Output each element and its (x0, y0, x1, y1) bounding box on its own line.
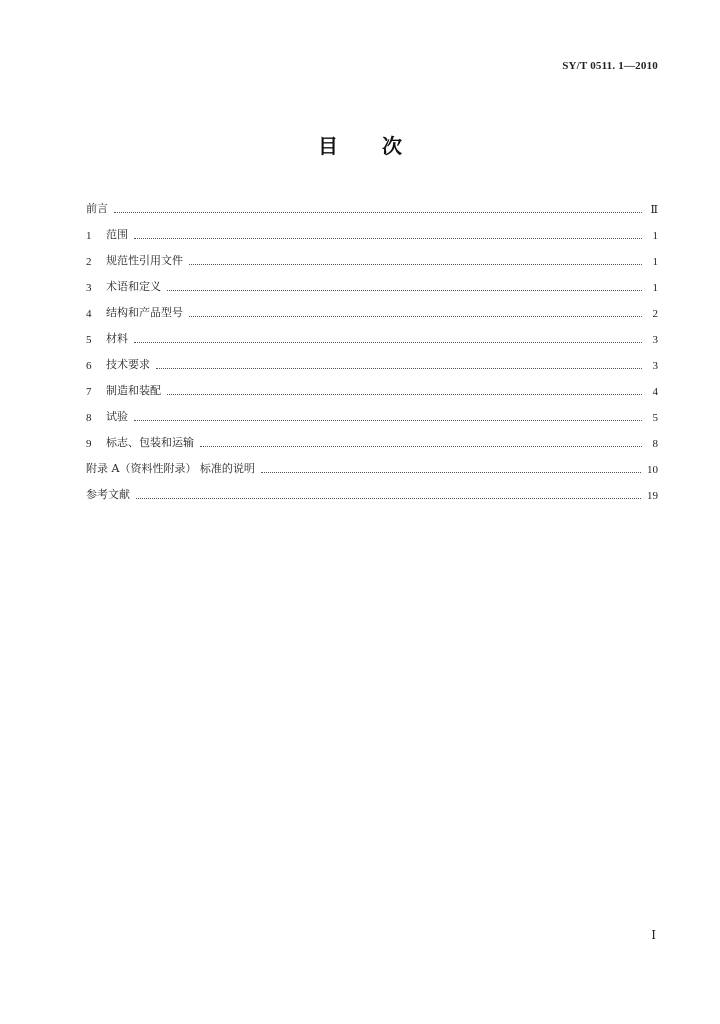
toc-section-number: 7 (86, 386, 92, 398)
title-char-1: 目 (318, 134, 338, 158)
toc-entry-materials[interactable] (86, 320, 658, 346)
toc-label: 范围 (106, 228, 128, 241)
toc-label: 规范性引用文件 (106, 254, 183, 267)
dot-leader (134, 238, 642, 239)
toc-entry-terms-definitions[interactable] (86, 268, 658, 294)
toc-section-number: 3 (86, 282, 92, 294)
toc-section-number: 5 (86, 334, 92, 346)
toc-entry-manufacture-assembly[interactable] (86, 372, 658, 398)
toc-page-number: 1 (652, 256, 658, 268)
page-folio: Ⅰ (651, 928, 656, 942)
page-title (0, 130, 720, 159)
toc-label: 附录 A（资料性附录） 标准的说明 (86, 462, 255, 475)
toc-label: 结构和产品型号 (106, 306, 183, 319)
toc-entry-normative-references[interactable] (86, 242, 658, 268)
toc-page-number: Ⅱ (650, 204, 658, 216)
toc-label: 前言 (86, 202, 108, 215)
toc-entry-marking-packaging-transport[interactable] (86, 424, 658, 450)
dot-leader (200, 446, 642, 447)
dot-leader (189, 264, 642, 265)
toc-entry-structure-models[interactable] (86, 294, 658, 320)
title-char-2: 次 (382, 134, 402, 158)
toc-section-number: 2 (86, 256, 92, 268)
dot-leader (156, 368, 642, 369)
toc-entry-foreword[interactable] (86, 190, 658, 216)
toc-entry-tests[interactable] (86, 398, 658, 424)
toc-page-number: 1 (652, 230, 658, 242)
toc-entry-scope[interactable] (86, 216, 658, 242)
toc-section-number: 8 (86, 412, 92, 424)
toc-section-number: 9 (86, 438, 92, 450)
toc-label: 参考文献 (86, 488, 130, 501)
toc-page-number: 8 (652, 438, 658, 450)
toc-entry-bibliography[interactable] (86, 476, 658, 502)
toc-label: 试验 (106, 410, 128, 423)
toc-page-number: 2 (652, 308, 658, 320)
toc-section-number: 1 (86, 230, 92, 242)
toc-page-number: 3 (652, 360, 658, 372)
toc-label: 标志、包装和运输 (106, 436, 194, 449)
dot-leader (189, 316, 642, 317)
toc-page-number: 5 (652, 412, 658, 424)
table-of-contents (86, 190, 658, 502)
dot-leader (136, 498, 641, 499)
dot-leader (261, 472, 641, 473)
toc-page-number: 10 (647, 464, 658, 476)
toc-page-number: 3 (652, 334, 658, 346)
toc-entry-technical-requirements[interactable] (86, 346, 658, 372)
toc-page-number: 4 (652, 386, 658, 398)
toc-label: 材料 (106, 332, 128, 345)
toc-section-number: 4 (86, 308, 92, 320)
dot-leader (134, 342, 642, 343)
toc-label: 技术要求 (106, 358, 150, 371)
toc-entry-annex-a[interactable] (86, 450, 658, 476)
dot-leader (114, 212, 642, 213)
toc-page-number: 1 (652, 282, 658, 294)
toc-label: 术语和定义 (106, 280, 161, 293)
dot-leader (167, 394, 642, 395)
toc-label: 制造和装配 (106, 384, 161, 397)
standard-code: SY/T 0511. 1—2010 (562, 60, 658, 72)
dot-leader (167, 290, 642, 291)
toc-section-number: 6 (86, 360, 92, 372)
toc-page-number: 19 (647, 490, 658, 502)
dot-leader (134, 420, 642, 421)
